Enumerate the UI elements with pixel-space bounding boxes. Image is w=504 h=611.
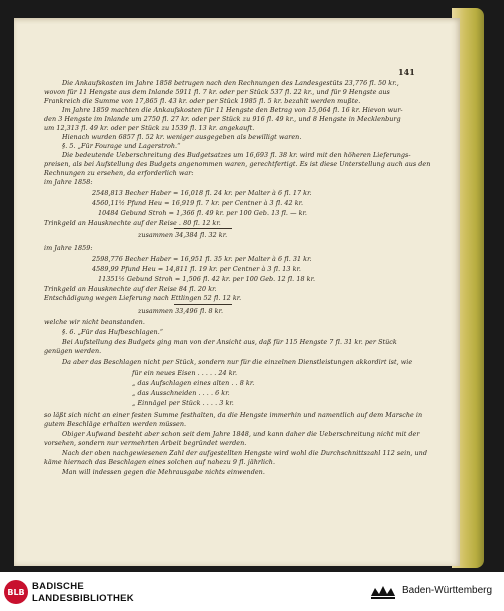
text-line: Die bedeutende Ueberschreitung des Budgetsatzes um 16,693 fl. 38 kr. wird mit den höheren Lieferungs- [62, 151, 411, 159]
footer-bar [0, 572, 504, 611]
text-line: Rechnungen zu ersehen, da erforderlich war: [44, 169, 194, 177]
text-line: preisen, als bei Aufstellung des Budgets angenommen waren, gerechtfertigt. Es ist diese Unterstellung auch aus den [44, 160, 431, 168]
text-line: käme hiernach das Beschlagen eines solchen auf nahezu 9 fl. jährlich. [44, 458, 276, 466]
text-line: Obiger Aufwand besteht aber schon seit dem Jahre 1848, und kann daher die Ueberschreitung nicht mit der [62, 430, 420, 438]
table-row: 4589,99 Pfund Heu = 14,811 fl. 19 kr. per Centner à 3 fl. 13 kr. [92, 265, 302, 273]
text-line: Bei Aufstellung des Budgets ging man von der Ansicht aus, daß für 115 Hengste 7 fl. 31 kr. per Stück [62, 338, 397, 346]
text-line: welche wir nicht beanstanden. [44, 318, 145, 326]
section-heading: §. 6. „Für das Hufbeschlagen.“ [62, 328, 164, 336]
text-line: Nach der oben nachgewiesenen Zahl der aufgestellten Hengste wird wohl die Durchschnittszahl 112 sein, und [62, 449, 427, 457]
table-row: 11351½ Gebund Stroh = 1,506 fl. 42 kr. per 100 Geb. 12 fl. 18 kr. [98, 275, 316, 283]
table-row: Trinkgeld an Hausknechte auf der Reise 84 fl. 20 kr. [44, 285, 217, 293]
list-item: „ das Aufschlagen eines alten . . 8 kr. [132, 379, 255, 387]
text-line: Da aber das Beschlagen nicht per Stück, sondern nur für die einzelnen Dienstleistungen akkordirt ist, wie [62, 358, 413, 366]
sum-row: zusammen 34,384 fl. 32 kr. [138, 231, 228, 239]
text-line: um 12,313 fl. 49 kr. oder per Stück zu 1539 fl. 13 kr. angekauft. [44, 124, 255, 132]
section-heading: §. 5. „Für Fourage und Lagerstroh.“ [62, 142, 181, 150]
library-name-line2: LANDESBIBLIOTHEK [32, 593, 134, 604]
text-line: Im Jahre 1859 machten die Ankaufskosten für 11 Hengste den Betrag von 15,064 fl. 16 kr. Hievon wur- [62, 106, 403, 114]
text-line: gutem Beschläge erhalten werden müssen. [44, 420, 187, 428]
list-item: für ein neues Eisen . . . . . 24 kr. [132, 369, 238, 377]
blb-logo-icon[interactable]: BLB [4, 580, 28, 604]
text-line: im Jahre 1859: [44, 244, 93, 252]
list-item: „ das Ausschneiden . . . . 6 kr. [132, 389, 230, 397]
text-line: vorsehen, sondern nur vermehrten Arbeit begründet werden. [44, 439, 247, 447]
text-line: Frankreich die Summe von 17,865 fl. 43 kr. oder per Stück 1985 fl. 5 kr. bezahlt werden mußte. [44, 97, 361, 105]
text-line: genügen werden. [44, 347, 102, 355]
sum-row: zusammen 33,496 fl. 8 kr. [138, 307, 224, 315]
sum-rule [174, 228, 232, 229]
text-line: Die Ankaufskosten im Jahre 1858 betrugen nach den Rechnungen des Landesgestüts 23,776 fl. 50 kr., [62, 79, 399, 87]
table-row: Trinkgeld an Hausknechte auf der Reise . 80 fl. 12 kr. [44, 219, 221, 227]
sum-rule [174, 304, 232, 305]
list-item: „ Einnägel per Stück . . . . 3 kr. [132, 399, 234, 407]
library-name-line1: BADISCHE [32, 581, 85, 592]
region-name: Baden-Württemberg [402, 585, 493, 596]
table-row: Entschädigung wegen Lieferung nach Ettlingen 52 fl. 12 kr. [44, 294, 242, 302]
table-row: 2598,776 Becher Haber = 16,951 fl. 35 kr. per Malter à 6 fl. 31 kr. [92, 255, 312, 263]
baden-wuerttemberg-lion-icon[interactable] [370, 582, 396, 600]
table-row: 2548,813 Becher Haber = 16,018 fl. 24 kr. per Malter à 6 fl. 17 kr. [92, 189, 312, 197]
page-number: 141 [398, 67, 415, 77]
text-line: den 3 Hengste im Inlande um 2750 fl. 27 kr. oder per Stück zu 916 fl. 49 kr., und 8 Hengste in Mecklenburg [44, 115, 401, 123]
table-row: 10484 Gebund Stroh = 1,366 fl. 49 kr. per 100 Geb. 13 fl. — kr. [98, 209, 308, 217]
text-line: so läßt sich nicht an einer festen Summe festhalten, da die Hengste immerhin und namentlich auf dem Marsche in [44, 411, 423, 419]
text-line: Man will indessen gegen die Mehrausgabe nichts einwenden. [62, 468, 265, 476]
text-line: Hienach wurden 6857 fl. 52 kr. weniger ausgegeben als bewilligt waren. [62, 133, 302, 141]
text-line: im Jahre 1858: [44, 178, 93, 186]
document-page [14, 18, 460, 566]
text-line: wovon für 11 Hengste aus dem Inlande 5911 fl. 7 kr. oder per Stück 537 fl. 22 kr., und für 9 Hengste aus [44, 88, 390, 96]
table-row: 4560,11½ Pfund Heu = 16,919 fl. 7 kr. per Centner à 3 fl. 42 kr. [92, 199, 304, 207]
